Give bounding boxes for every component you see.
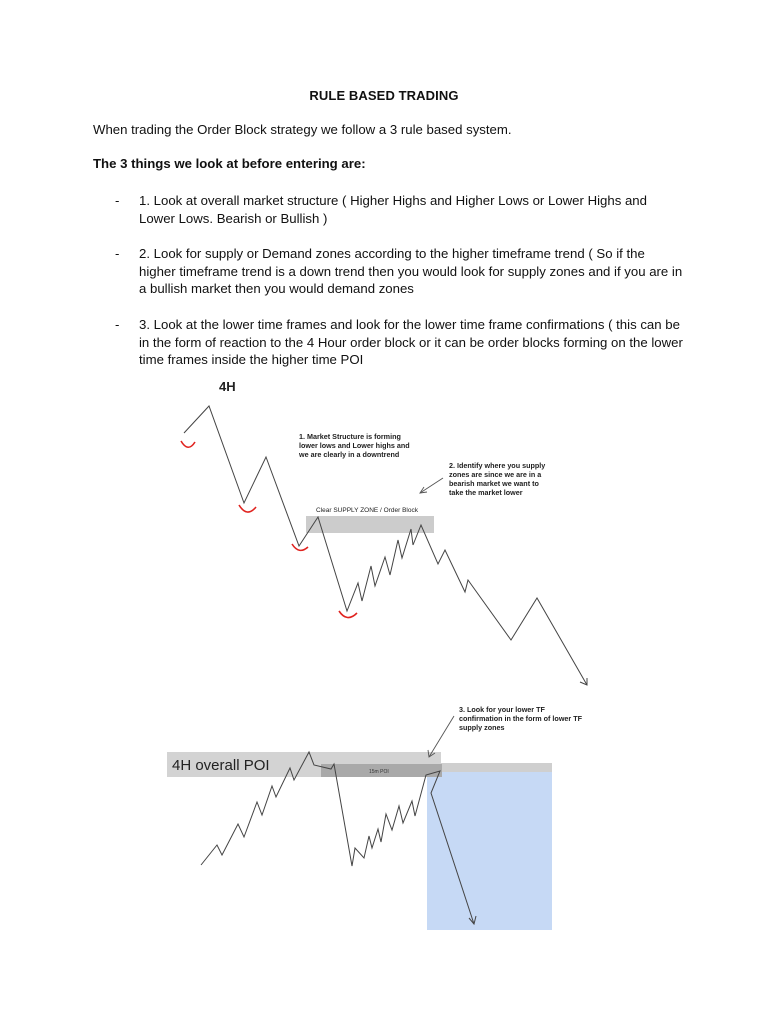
svg-text:lower lows and Lower highs and: lower lows and Lower highs and — [299, 441, 410, 450]
target-box — [427, 772, 552, 930]
svg-text:supply zones: supply zones — [459, 723, 505, 732]
bullet-dash: - — [115, 246, 120, 261]
svg-text:we are clearly in a downtrend: we are clearly in a downtrend — [299, 450, 400, 459]
rules-heading: The 3 things we look at before entering are: — [93, 156, 366, 171]
rule-text: 2. Look for supply or Demand zones according to the higher timeframe trend ( So if the higher timeframe trend is a down trend then you would look for supply zones and if you are in a bullish market then you would demand zones — [139, 246, 683, 297]
poi-4h-label: 4H overall POI — [172, 757, 270, 774]
document-title: RULE BASED TRADING — [309, 88, 459, 103]
svg-text:bearish market we want to: bearish market we want to — [449, 479, 539, 488]
svg-text:zones are since we are in a: zones are since we are in a — [449, 470, 542, 479]
poi-15m-label: 15m POI — [369, 769, 389, 775]
svg-text:3. Look for your lower TF: 3. Look for your lower TF — [459, 705, 545, 714]
rule-text: 1. Look at overall market structure ( Higher Highs and Higher Lows or Lower Highs and Lower Lows. Bearish or Bullish ) — [139, 193, 647, 226]
note-arrow — [428, 716, 454, 757]
svg-text:1. Market Structure is forming: 1. Market Structure is forming — [299, 432, 401, 441]
poi-zone-extension — [441, 763, 552, 772]
bullet-dash: - — [115, 193, 120, 208]
intro-text: When trading the Order Block strategy we follow a 3 rule based system. — [93, 122, 512, 137]
svg-text:confirmation in the form of lo: confirmation in the form of lower TF — [459, 714, 582, 723]
svg-text:2. Identify where you supply: 2. Identify where you supply — [449, 461, 546, 470]
svg-text:take the market lower: take the market lower — [449, 488, 523, 497]
bullet-dash: - — [115, 317, 120, 332]
note-lower-tf — [459, 705, 583, 732]
rule-text: 3. Look at the lower time frames and look for the lower time frame confirmations ( this can be in the form of reaction to the 4 Hour order block or it can be order blocks forming on the lower time frames inside the higher time POI — [139, 317, 683, 368]
timeframe-label: 4H — [219, 379, 236, 394]
supply-zone-label: Clear SUPPLY ZONE / Order Block — [316, 507, 418, 514]
